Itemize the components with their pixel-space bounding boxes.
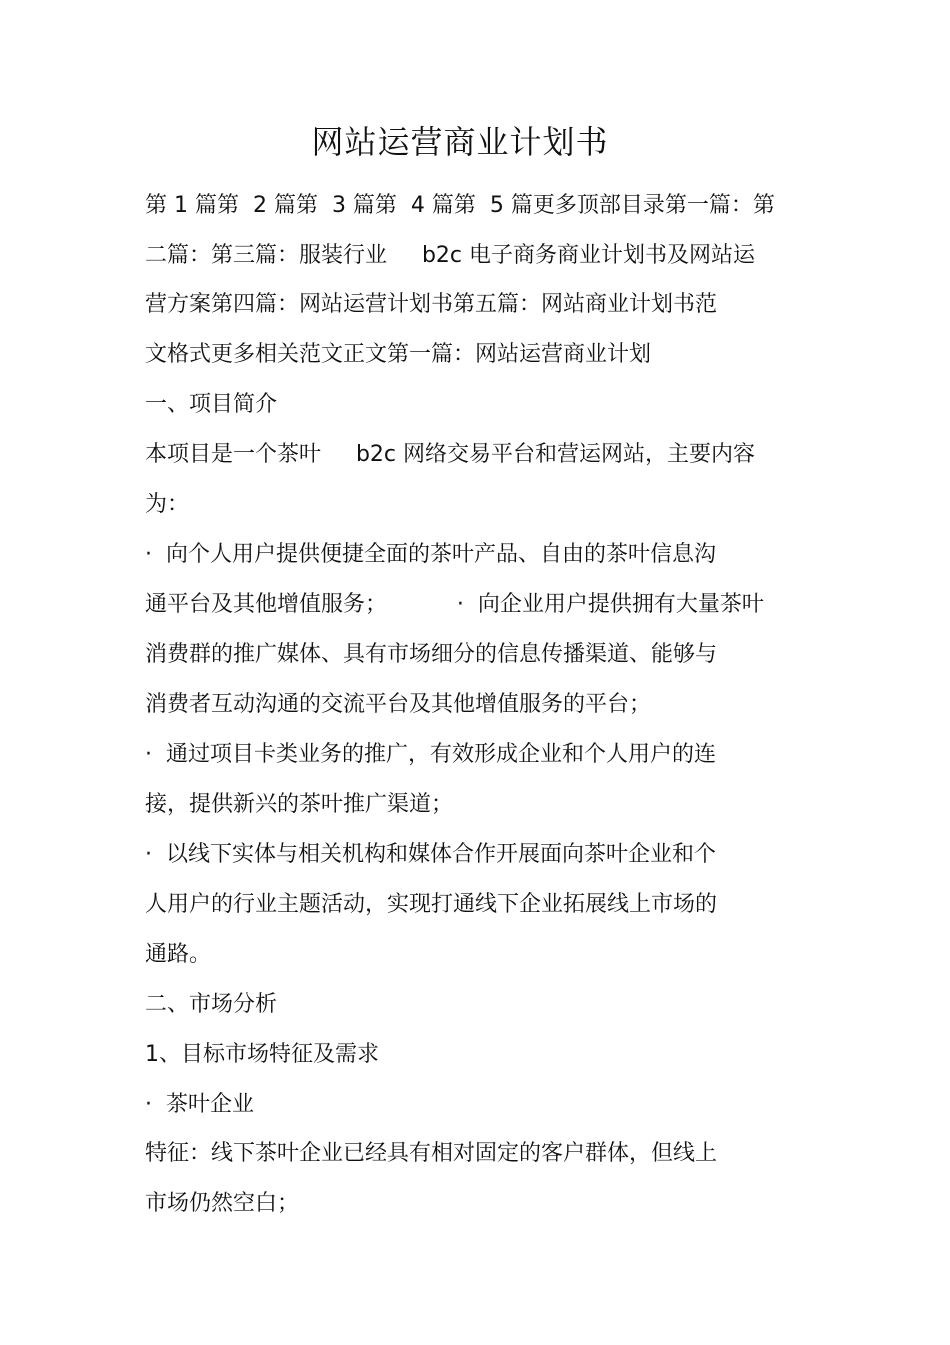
body-line: 为： [145,492,190,517]
body-line-toc-1: 第 1 篇第 2 篇第 3 篇第 4 篇第 5 篇更多顶部目录第一篇：第 [145,193,775,218]
section-heading-market-analysis: 二、市场分析 [145,992,278,1017]
body-line: 人用户的行业主题活动，实现打通线下企业拓展线上市场的 [145,892,718,917]
body-line: 市场仍然空白； [145,1191,300,1216]
body-line: 通平台及其他增值服务； · 向企业用户提供拥有大量茶叶 [145,592,764,617]
document-title: 网站运营商业计划书 [311,123,609,161]
body-line: 接，提供新兴的茶叶推广渠道； [145,792,454,817]
bullet-line: · 通过项目卡类业务的推广，有效形成企业和个人用户的连 [145,742,716,767]
body-line-toc-4: 文格式更多相关范文正文第一篇：网站运营商业计划 [145,342,652,367]
bullet-line: · 茶叶企业 [145,1092,254,1117]
body-line: 通路。 [145,942,212,967]
body-line: 特征：线下茶叶企业已经具有相对固定的客户群体，但线上 [145,1141,718,1166]
body-line-toc-2: 二篇：第三篇：服装行业 b2c 电子商务商业计划书及网站运 [145,243,756,268]
body-line: 本项目是一个茶叶 b2c 网络交易平台和营运网站，主要内容 [145,442,756,467]
body-line-toc-3: 营方案第四篇：网站运营计划书第五篇：网站商业计划书范 [145,292,718,317]
bullet-line: · 以线下实体与相关机构和媒体合作开展面向茶叶企业和个 [145,842,716,867]
body-line: 消费者互动沟通的交流平台及其他增值服务的平台； [145,692,652,717]
section-heading-project-intro: 一、项目简介 [145,392,278,417]
body-line: 消费群的推广媒体、具有市场细分的信息传播渠道、能够与 [145,642,718,667]
subsection-heading: 1、目标市场特征及需求 [145,1042,379,1067]
bullet-line: · 向个人用户提供便捷全面的茶叶产品、自由的茶叶信息沟 [145,542,716,567]
